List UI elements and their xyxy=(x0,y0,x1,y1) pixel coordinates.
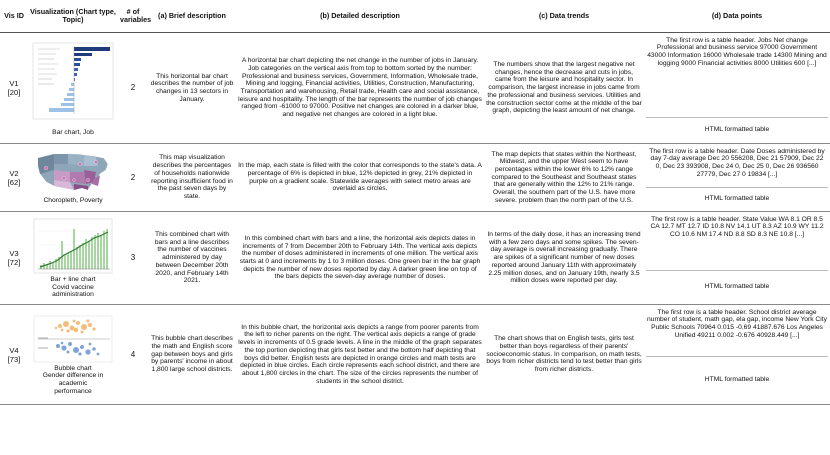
vis-ref: [20] xyxy=(7,88,21,97)
data-points-text: The first row is a table header. School district average number of student, math gap, ela gap, income New York City Public Schools 70964 0.015 -0.69 41887.676 Los Angeles Unified 49211 0.002 -0.676 40928.449 [...] xyxy=(646,307,828,357)
vis-id: V2 xyxy=(9,168,19,178)
data-points-text: The first row is a table header. Jobs Net change Professional and business service 97000 Government 43000 Information 16000 Wholesale trade 14300 Mining and logging 9000 Financial activities 8000 Utilities 600 [...] xyxy=(646,35,828,118)
header-brief: (a) Brief description xyxy=(148,0,236,33)
num-variables: 2 xyxy=(118,144,148,212)
vis-caption-line-2: Covid vaccine xyxy=(52,283,94,291)
data-points-cell xyxy=(644,305,830,405)
vis-id-cell xyxy=(0,144,28,212)
data-points-cell xyxy=(644,144,830,212)
header-points: (d) Data points xyxy=(644,0,830,33)
data-trends: The map depicts that states within the Northeast, Midwest, and the upper West seem to have percentages within the lower 6% to 12% range compared to the Southeast and Southeast states that are generally within the 12% to 21% range. Overall, the southern part of the U.S. have more severe. problem than the north part of the U.S. xyxy=(484,144,644,212)
vis-id: V4 xyxy=(9,345,19,355)
vis-caption: Choropleth, Poverty xyxy=(43,197,103,205)
data-points-text: The first row is a table header. Date Doses administered by day 7-day average Dec 20 556208, Dec 21 57909, Dec 22 0, Dec 23 393908, Dec 24 0, Dec 25 0, Dec 26 936560 27779, Dec 27 0 19834 [...] xyxy=(646,146,828,188)
data-trends: The numbers show that the largest negative net changes, hence the decrease and cuts in jobs, came from the leisure and hospitality sector. In comparison, the largest increase in jobs came from the professional and business services. Utilities and the construction sector come at the middle of the bar graph, depicting the least amount of net change. xyxy=(484,33,644,144)
vis-ref: [73] xyxy=(7,354,21,364)
vis-thumbnail-cell xyxy=(28,144,118,212)
vis-ref: [62] xyxy=(7,177,21,187)
vis-thumbnail-cell xyxy=(28,212,118,305)
vis-id: V3 xyxy=(9,249,19,258)
header-detailed: (b) Detailed description xyxy=(236,0,484,33)
bar-line-chart-thumbnail xyxy=(32,217,114,275)
vis-caption-line-3: performance xyxy=(54,387,92,395)
detailed-description: In this combined chart with bars and a line, the horizontal axis depicts dates in increments of 7 from December 20th to February 14th. The vertical axis depicts the number of doses administered in increments of one million. The vertical axis starts at 0 and increments by 1 to 3 million doses. One green bar in the bar graph depicts the number of new doses reported by day. A darker green line on top of the bars depicts the seven-day average number of doses. xyxy=(236,212,484,305)
vis-ref: [72] xyxy=(7,258,21,267)
num-variables: 2 xyxy=(118,33,148,144)
brief-description: This combined chart with bars and a line describes the number of vaccines administered by day between December 20th 2020, and February 14th 2021. xyxy=(148,212,236,305)
data-points-cell xyxy=(644,212,830,305)
vis-caption-line-3: administration xyxy=(52,291,94,299)
html-table-label: HTML formatted table xyxy=(704,282,770,290)
brief-description: This map visualization describes the percentages of households nationwide reporting insufficient food in the past seven days by state. xyxy=(148,144,236,212)
table-row xyxy=(0,144,830,212)
brief-description: This bubble chart describes the math and English score gap between boys and girls by parents' income in about 1,800 large school districts. xyxy=(148,305,236,405)
vis-id: V1 xyxy=(9,79,19,88)
vis-thumbnail-cell xyxy=(28,33,118,144)
num-variables: 4 xyxy=(118,305,148,405)
table-row xyxy=(0,212,830,305)
bubble-chart-thumbnail xyxy=(32,314,114,364)
html-table-label: HTML formatted table xyxy=(704,375,770,383)
vis-id-cell xyxy=(0,212,28,305)
data-trends: In terms of the daily dose, it has an increasing trend with a few zero days and some spikes. The seven-day average is overall increasing gradually. There are spikes of a significant number of new doses reported around January 11th with approximately 2.25 million doses, and on January 19th, nearly 3.5 million doses were reported per day. xyxy=(484,212,644,305)
header-vis-id: Vis ID xyxy=(0,0,28,33)
brief-description: This horizontal bar chart describes the number of job changes in 13 sectors in January. xyxy=(148,33,236,144)
vis-thumbnail-cell xyxy=(28,305,118,405)
detailed-description: In this bubble chart, the horizontal axis depicts a range from poorer parents from the left to richer parents on the right. The vertical axis depicts a range of grade levels in increments of 0.5 grade levels. A line in the middle of the graph separates the top portion depicting that girls test better and the bottom half depicting that boys did better. English tests are depicted in orange circles and math tests are depicted in blue circles. Each circle represents each school district, and there are about 1,800 circles in the chart. The size of the circles represents the number of students in the school district. xyxy=(236,305,484,405)
detailed-description: In the map, each state is filled with the color that corresponds to the state's data. A percentage of 6% is depicted in blue, 12% depicted in grey, 21% depicted in purple on a gradient scale. Statewide averages with select metro areas are overlaid as circles. xyxy=(236,144,484,212)
table-row xyxy=(0,33,830,144)
data-points-cell xyxy=(644,33,830,144)
vis-caption-line-2: Gender difference in academic xyxy=(42,372,104,387)
header-row xyxy=(0,0,830,33)
detailed-description: A horizontal bar chart depicting the net change in the number of jobs in January. Job categories on the vertical axis from top to bottom sorted by the number: Professional and business services, Government, Information, Wholesale trade, Mining and logging, Financial activities, Utilities, Construction, Manufacturing, Transportation and warehousing, Retail trade, Health care and social assistance, leisure and hospitality. The length of the bar represents the number of job changes ranged from -61000 to 97000. Positive net changes are colored in a darker blue, and negative net changes are colored in a light blue. xyxy=(236,33,484,144)
vis-id-cell xyxy=(0,305,28,405)
data-trends: The chart shows that on English tests, girls test better than boys regardless of their parents' socioeconomic status. In comparison, on math tests, boys from richer districts tend to test better than girls from richer districts. xyxy=(484,305,644,405)
vis-caption: Bar chart, Job xyxy=(52,128,94,136)
bar-chart-thumbnail xyxy=(30,40,116,128)
table-row xyxy=(0,305,830,405)
vis-caption: Bubble chart xyxy=(54,364,92,372)
vis-id-cell xyxy=(0,33,28,144)
header-visualization: Visualization (Chart type, Topic) xyxy=(28,0,118,33)
header-trends: (c) Data trends xyxy=(484,0,644,33)
html-table-label: HTML formatted table xyxy=(704,194,770,202)
num-variables: 3 xyxy=(118,212,148,305)
vis-caption: Bar + line chart xyxy=(50,275,96,283)
header-num-variables: # of variables xyxy=(118,0,148,33)
data-points-text: The first row is a table header. State Value WA 8.1 OR 8.5 CA 12.7 MT 12.7 ID 10.8 NV 14.1 UT 8.3 AZ 10.9 WY 11.2 CO 10.6 NM 17.4 ND 8.8 SD 8.3 NE 10.8 [...] xyxy=(646,214,828,271)
html-table-label: HTML formatted table xyxy=(704,125,770,133)
choropleth-map-thumbnail xyxy=(34,150,112,196)
